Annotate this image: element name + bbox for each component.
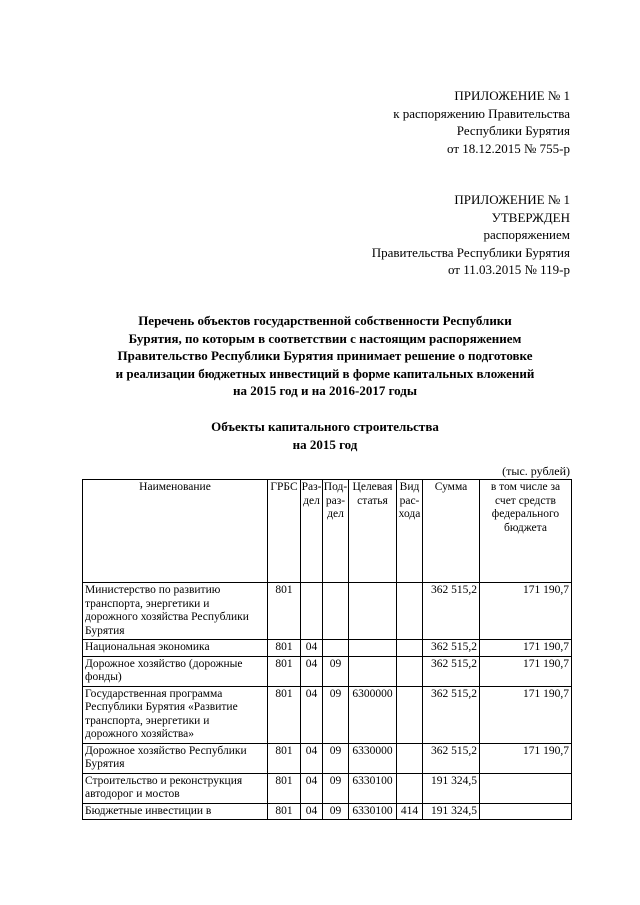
cell-name: Национальная экономика — [83, 640, 268, 657]
objects-table — [82, 479, 572, 820]
cell-target: 6300000 — [349, 686, 397, 743]
cell-vid: 414 — [397, 803, 423, 820]
cell-target — [349, 656, 397, 686]
table-row — [83, 686, 572, 743]
cell-vid — [397, 686, 423, 743]
table-header-row — [83, 480, 572, 583]
appendix-approved-line: ПРИЛОЖЕНИЕ № 1 — [454, 192, 570, 207]
cell-razdel: 04 — [301, 743, 323, 773]
appendix-approved-line: УТВЕРЖДЕН — [491, 209, 570, 225]
cell-federal: 171 190,7 — [480, 686, 572, 743]
cell-name: Государственная программа Республики Бурятия «Развитие транспорта, энергетики и дорожного хозяйства» — [83, 686, 268, 743]
cell-grbs: 801 — [268, 640, 301, 657]
appendix-approved-line: распоряжением — [483, 227, 570, 242]
subtitle-line: Объекты капитального строительства — [211, 419, 439, 434]
cell-razdel — [301, 583, 323, 640]
header-target: Целевая статья — [349, 480, 397, 583]
table-row — [83, 773, 572, 803]
cell-sum: 191 324,5 — [423, 773, 480, 803]
cell-federal: 171 190,7 — [480, 656, 572, 686]
section-subtitle — [60, 418, 590, 453]
cell-razdel: 04 — [301, 773, 323, 803]
cell-name: Дорожное хозяйство Республики Бурятия — [83, 743, 268, 773]
header-federal: в том числе за счет средств федерального бюджета — [480, 480, 572, 583]
cell-vid — [397, 640, 423, 657]
cell-vid — [397, 656, 423, 686]
cell-grbs: 801 — [268, 773, 301, 803]
title-line: Правительство Республики Бурятия принимает решение о подготовке — [117, 348, 533, 363]
subtitle-line: на 2015 год — [292, 436, 358, 452]
cell-name: Бюджетные инвестиции в — [83, 803, 268, 820]
cell-grbs: 801 — [268, 743, 301, 773]
appendix-1-line: от 18.12.2015 № 755-р — [447, 140, 570, 156]
cell-podrazdel: 09 — [323, 803, 349, 820]
title-line: на 2015 год и на 2016-2017 годы — [232, 383, 417, 398]
cell-vid — [397, 743, 423, 773]
cell-target — [349, 583, 397, 640]
table-row — [83, 583, 572, 640]
header-sum: Сумма — [423, 480, 480, 583]
unit-label: (тыс. рублей) — [502, 464, 570, 478]
cell-target: 6330000 — [349, 743, 397, 773]
cell-target: 6330100 — [349, 803, 397, 820]
title-line: Бурятия, по которым в соответствии с настоящим распоряжением — [128, 330, 522, 346]
cell-target — [349, 640, 397, 657]
cell-name: Дорожное хозяйство (дорожные фонды) — [83, 656, 268, 686]
appendix-approved-line: от 11.03.2015 № 119-р — [447, 262, 570, 277]
appendix-1-line: к распоряжению Правительства — [393, 105, 570, 121]
title-line: Перечень объектов государственной собственности Республики — [138, 313, 512, 328]
title-line: и реализации бюджетных инвестиций в форме капитальных вложений — [115, 365, 535, 381]
cell-federal — [480, 773, 572, 803]
cell-federal: 171 190,7 — [480, 640, 572, 657]
cell-sum: 362 515,2 — [423, 583, 480, 640]
cell-target: 6330100 — [349, 773, 397, 803]
cell-grbs: 801 — [268, 803, 301, 820]
appendix-approved-block — [372, 191, 570, 279]
cell-podrazdel: 09 — [323, 773, 349, 803]
cell-federal: 171 190,7 — [480, 743, 572, 773]
cell-razdel: 04 — [301, 656, 323, 686]
cell-name: Строительство и реконструкция автодорог и мостов — [83, 773, 268, 803]
table-row — [83, 656, 572, 686]
appendix-1-block — [393, 87, 570, 157]
cell-sum: 362 515,2 — [423, 743, 480, 773]
cell-sum: 191 324,5 — [423, 803, 480, 820]
header-razdel: Раз-дел — [301, 480, 323, 583]
document-title — [60, 312, 590, 400]
appendix-1-line: ПРИЛОЖЕНИЕ № 1 — [454, 88, 570, 103]
cell-razdel: 04 — [301, 640, 323, 657]
table-row — [83, 743, 572, 773]
cell-sum: 362 515,2 — [423, 686, 480, 743]
table-row — [83, 640, 572, 657]
cell-grbs: 801 — [268, 656, 301, 686]
cell-name: Министерство по развитию транспорта, энергетики и дорожного хозяйства Республики Бурятия — [83, 583, 268, 640]
cell-podrazdel — [323, 583, 349, 640]
cell-grbs: 801 — [268, 686, 301, 743]
appendix-approved-line: Правительства Республики Бурятия — [371, 244, 570, 260]
cell-podrazdel: 09 — [323, 743, 349, 773]
header-podrazdel: Под-раз-дел — [323, 480, 349, 583]
cell-vid — [397, 773, 423, 803]
cell-podrazdel: 09 — [323, 656, 349, 686]
appendix-1-line: Республики Бурятия — [456, 123, 570, 138]
cell-federal — [480, 803, 572, 820]
cell-razdel: 04 — [301, 803, 323, 820]
cell-podrazdel: 09 — [323, 686, 349, 743]
header-grbs: ГРБС — [268, 480, 301, 583]
cell-sum: 362 515,2 — [423, 640, 480, 657]
cell-razdel: 04 — [301, 686, 323, 743]
cell-podrazdel — [323, 640, 349, 657]
cell-sum: 362 515,2 — [423, 656, 480, 686]
header-name: Наименование — [83, 480, 268, 583]
header-vid: Вид рас-хода — [397, 480, 423, 583]
cell-grbs: 801 — [268, 583, 301, 640]
table-row — [83, 803, 572, 820]
cell-vid — [397, 583, 423, 640]
cell-federal: 171 190,7 — [480, 583, 572, 640]
